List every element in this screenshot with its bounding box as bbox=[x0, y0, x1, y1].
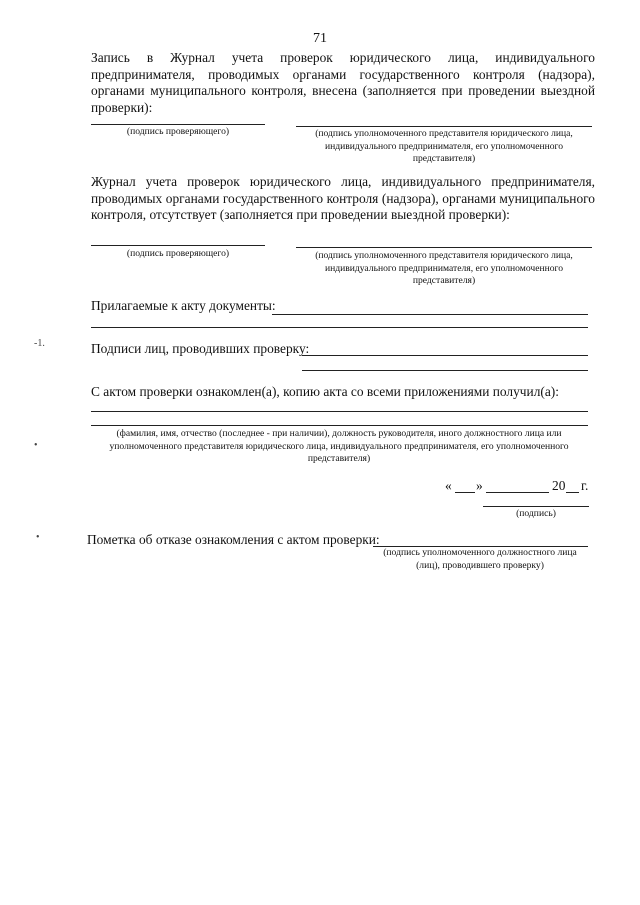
date-close-quote: » bbox=[476, 478, 483, 493]
inspectors-signatures-label: Подписи лиц, проводивших проверку: bbox=[91, 341, 310, 356]
refusal-label: Пометка об отказе ознакомления с актом проверки: bbox=[87, 532, 380, 547]
inspectors-signatures-line-1[interactable] bbox=[302, 355, 588, 356]
inspector-signature-line-1[interactable] bbox=[91, 124, 265, 125]
refusal-caption: (подпись уполномоченного должностного лица (лиц), проводившего проверку) bbox=[383, 547, 577, 571]
journal-absent-text: Журнал учета проверок юридического лица, индивидуального предпринимателя, проводимых органами государственного контроля (надзора), органами муниципального контроля, отсутствует (заполняется при проведении выездной проверки): bbox=[91, 174, 595, 222]
margin-mark-3: • bbox=[36, 532, 40, 543]
date-year-suffix: г. bbox=[581, 478, 589, 493]
attached-docs-line-1[interactable] bbox=[272, 314, 588, 315]
acknowledged-line-2[interactable] bbox=[91, 425, 588, 426]
representative-signature-line-2[interactable] bbox=[296, 247, 592, 248]
acknowledged-caption: (фамилия, имя, отчество (последнее - при наличии), должность руководителя, иного должностного лица или уполномоченного представителя юридического лица, индивидуального предпринимателя, его уполномоченного представителя) bbox=[109, 428, 569, 464]
representative-signature-caption-1: (подпись уполномоченного представителя юридического лица, индивидуального предпринимателя, его уполномоченного представителя) bbox=[315, 128, 573, 164]
inspector-signature-caption-1: (подпись проверяющего) bbox=[126, 126, 230, 137]
representative-signature-caption-2: (подпись уполномоченного представителя юридического лица, индивидуального предпринимателя, его уполномоченного представителя) bbox=[315, 250, 573, 286]
inspector-signature-caption-2: (подпись проверяющего) bbox=[126, 248, 230, 259]
date-month-field[interactable] bbox=[486, 492, 549, 493]
page-number: 71 bbox=[313, 31, 327, 46]
date-signature-caption: (подпись) bbox=[516, 508, 556, 519]
date-year-field[interactable] bbox=[566, 492, 579, 493]
representative-signature-line-1[interactable] bbox=[296, 126, 592, 127]
date-open-quote: « bbox=[445, 478, 452, 493]
date-signature-line[interactable] bbox=[483, 506, 589, 507]
attached-docs-line-2[interactable] bbox=[91, 327, 588, 328]
date-day-field[interactable] bbox=[455, 492, 475, 493]
acknowledged-text: С актом проверки ознакомлен(а), копию акта со всеми приложениями получил(а): bbox=[91, 384, 559, 399]
margin-mark-1: -1. bbox=[34, 338, 45, 349]
inspector-signature-line-2[interactable] bbox=[91, 245, 265, 246]
acknowledged-line-1[interactable] bbox=[91, 411, 588, 412]
inspectors-signatures-line-2[interactable] bbox=[302, 370, 588, 371]
attached-docs-label: Прилагаемые к акту документы: bbox=[91, 298, 276, 313]
margin-mark-2: • bbox=[34, 440, 38, 451]
date-year-prefix: 20 bbox=[552, 478, 566, 493]
journal-entry-text: Запись в Журнал учета проверок юридического лица, индивидуального предпринимателя, проводимых органами государственного контроля (надзора), органами муниципального контроля, внесена (заполняется при проведении выездной проверки): bbox=[91, 50, 595, 115]
